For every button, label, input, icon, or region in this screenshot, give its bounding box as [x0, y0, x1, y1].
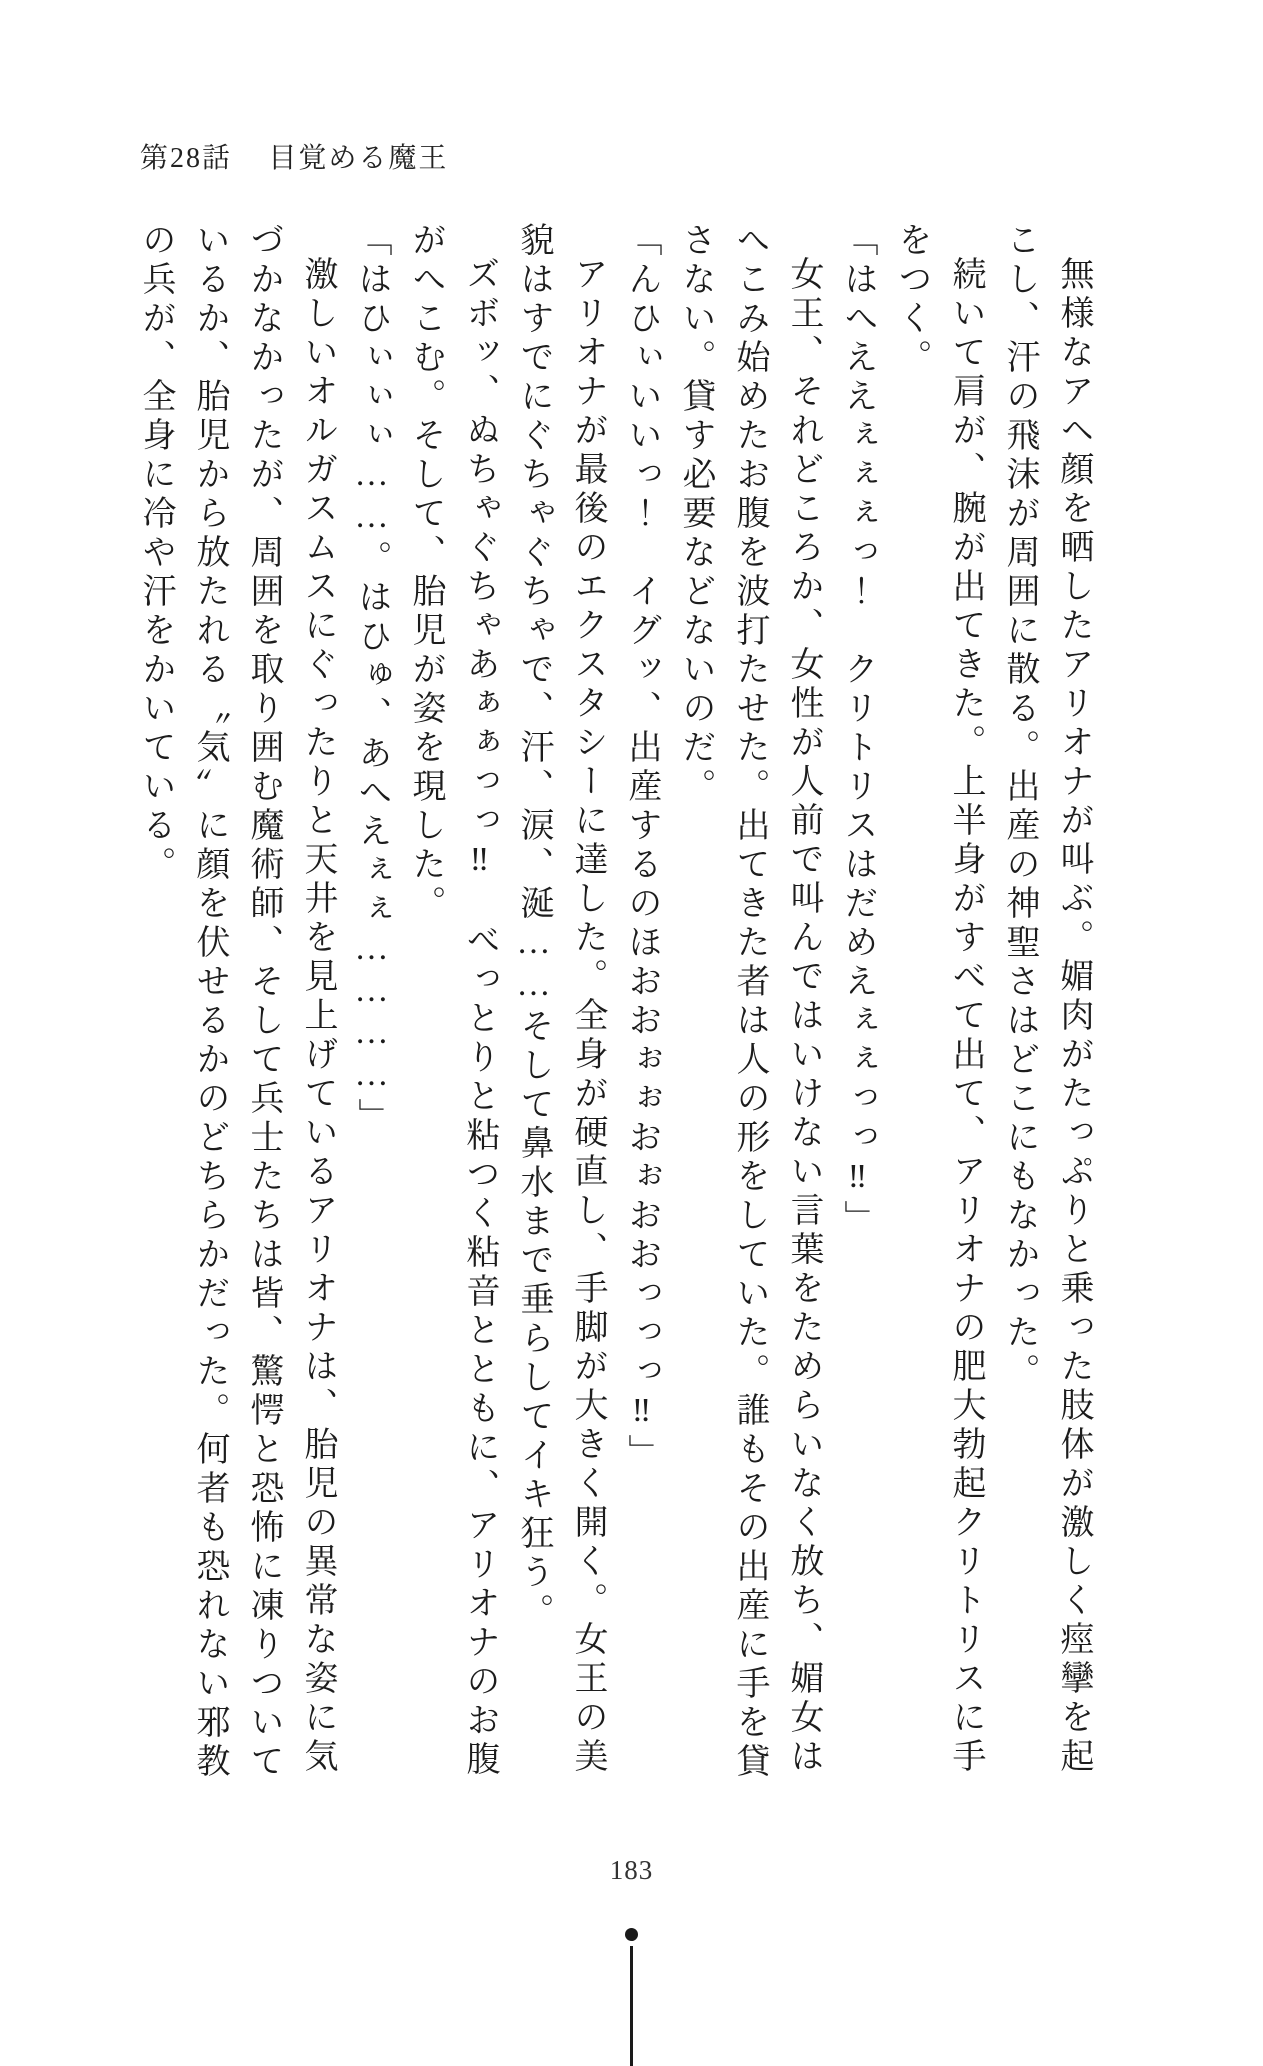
paragraph-dialogue: 「はへええぇぇぇっ！ クリトリスはだめえぇぇっっ‼」: [839, 222, 876, 1239]
chapter-header: [140, 136, 448, 176]
footer-ornament-line: [630, 1946, 633, 2066]
paragraph: 無様なアヘ顔を晒したアリオナが叫ぶ。媚肉がたっぷりと乗った肢体が激しく痙攣を起こし、汗の飛沫が周囲に散る。出産の神聖さはどこにもなかった。: [1001, 222, 1092, 1777]
page-number: 183: [609, 1855, 654, 1885]
paragraph: ズボッ、ぬちゃぐちゃあぁぁっっ‼ べっとりと粘つく粘音とともに、アリオナのお腹がへこむ。そして、胎児が姿を現した。: [407, 222, 498, 1780]
paragraph: アリオナが最後のエクスタシーに達した。全身が硬直し、手脚が大きく開く。女王の美貌はすでにぐちゃぐちゃで、汗、涙、涎……そして鼻水まで垂らしてイキ狂う。: [515, 222, 606, 1777]
paragraph-dialogue: 「んひぃいいっ！ イグッ、出産するのほおおぉぉおぉおおっっっ‼」: [623, 222, 660, 1473]
paragraph: 続いて肩が、腕が出てきた。上半身がすべて出て、アリオナの肥大勃起クリトリスに手をつく。: [893, 222, 984, 1777]
body-text-block: [110, 222, 1100, 1797]
paragraph-dialogue: 「はひぃぃぃ……。はひゅ、あへえぇぇ…………」: [353, 222, 390, 1137]
paragraph: 女王、それどころか、女性が人前で叫んではいけない言葉をためらいなく放ち、媚女はへこみ始めたお腹を波打たせた。出てきた者は人の形をしていた。誰もその出産に手を貸さない。貸す必要などないのだ。: [677, 222, 822, 1782]
chapter-number: 第28話: [140, 143, 233, 174]
paragraph: 激しいオルガスムスにぐったりと天井を見上げているアリオナは、胎児の異常な姿に気づかなかったが、周囲を取り囲む魔術師、そして兵士たちは皆、驚愕と恐怖に凍りついているか、胎児から放たれる〝気〟に顔を伏せるかのどちらかだった。何者も恐れない邪教の兵が、全身に冷や汗をかいている。: [137, 222, 336, 1782]
chapter-title: 目覚める魔王: [268, 143, 449, 174]
footer-ornament-dot: [625, 1928, 638, 1941]
